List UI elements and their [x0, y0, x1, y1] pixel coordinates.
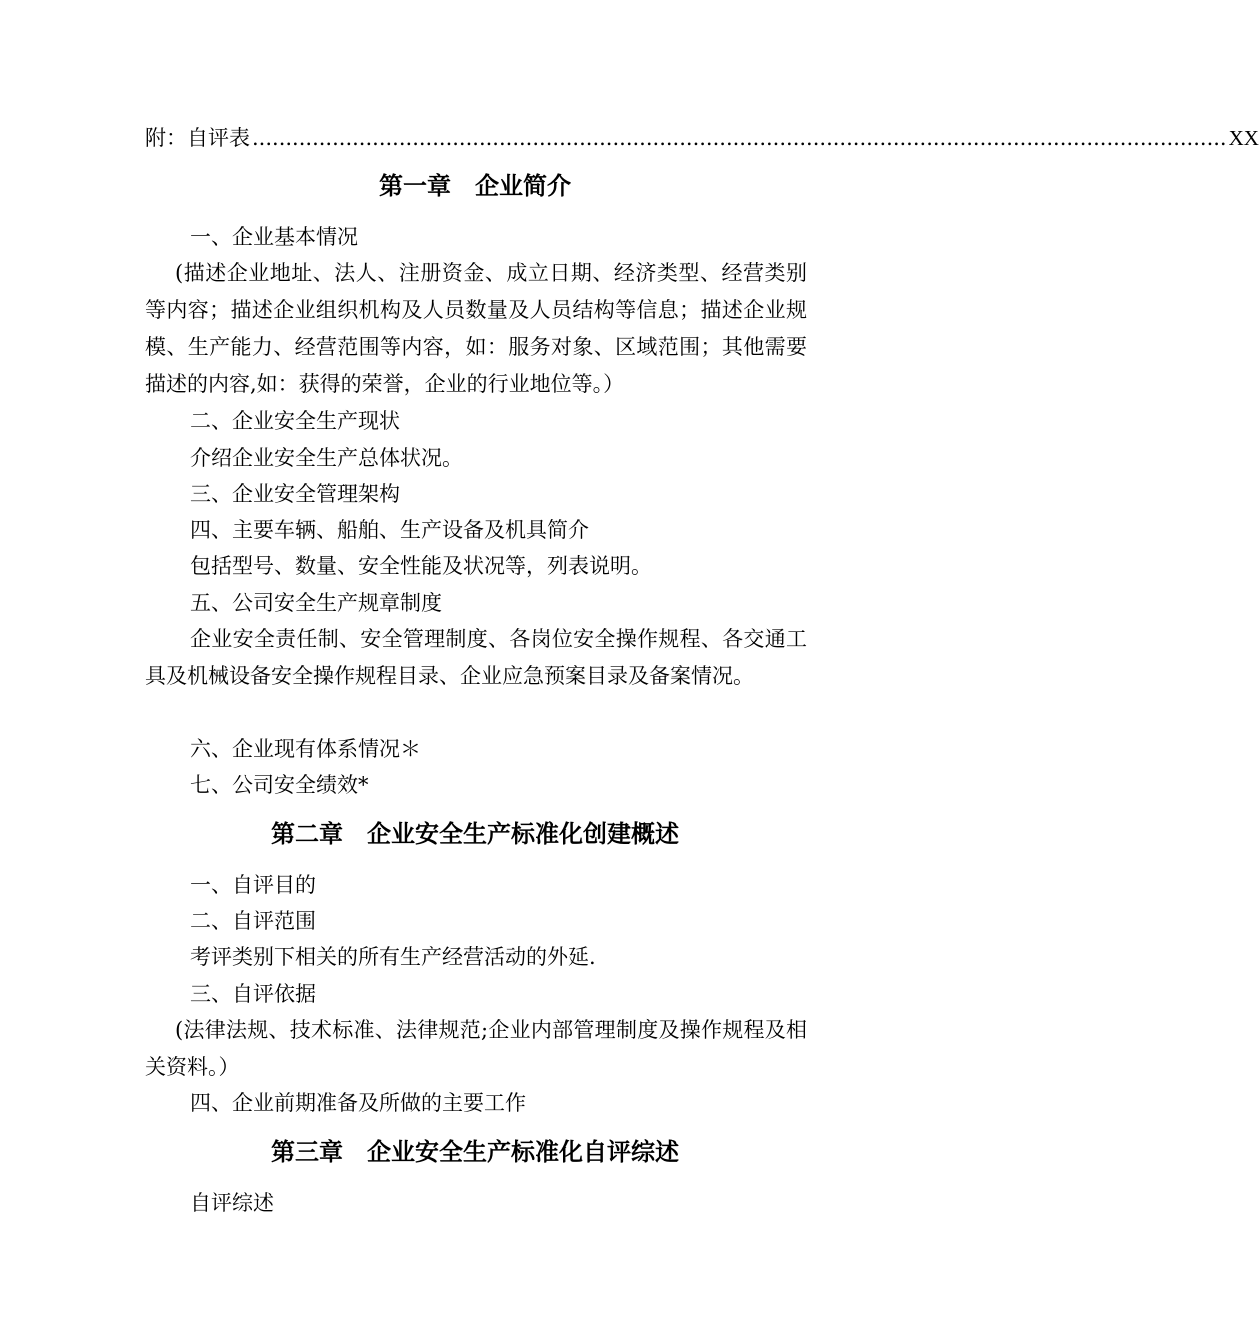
section-1-7-heading: 七、公司安全绩效* [190, 773, 369, 797]
section-2-3-description: (法律法规、技术标准、法律规范;企业内部管理制度及操作规程及相关资料。） [145, 1018, 807, 1079]
section-2-2-description: 考评类别下相关的所有生产经营活动的外延. [190, 945, 596, 969]
toc-entry-self-evaluation[interactable] [145, 122, 1259, 154]
section-1-6-heading: 六、企业现有体系情况＊ [190, 737, 421, 761]
toc-page-number: XX [1228, 126, 1259, 150]
section-3-1-heading: 自评综述 [190, 1191, 274, 1215]
section-1-1-description: (描述企业地址、法人、注册资金、成立日期、经济类型、经营类别等内容；描述企业组织机构及人员数量及人员结构等信息；描述企业规模、生产能力、经营范围等内容，如：服务对象、区域范围；其他需要描述的内容,如：获得的荣誉，企业的行业地位等。） [145, 261, 807, 396]
section-2-1-heading: 一、自评目的 [190, 873, 316, 897]
section-1-4-heading: 四、主要车辆、船舶、生产设备及机具简介 [190, 518, 589, 542]
chapter-3-title: 第三章 企业安全生产标准化自评综述 [271, 1138, 679, 1166]
section-1-3-heading: 三、企业安全管理架构 [190, 482, 400, 506]
chapter-2-title: 第二章 企业安全生产标准化创建概述 [271, 820, 679, 848]
section-2-2-heading: 二、自评范围 [190, 909, 316, 933]
chapter-1-title: 第一章 企业简介 [379, 172, 571, 200]
section-1-2-description: 介绍企业安全生产总体状况。 [190, 446, 463, 470]
section-1-4-description: 包括型号、数量、安全性能及状况等，列表说明。 [190, 554, 652, 578]
section-2-3-heading: 三、自评依据 [190, 982, 316, 1006]
section-1-2-heading: 二、企业安全生产现状 [190, 409, 400, 433]
section-1-5-heading: 五、公司安全生产规章制度 [190, 591, 442, 615]
section-1-1-heading: 一、企业基本情况 [190, 225, 358, 249]
section-2-4-heading: 四、企业前期准备及所做的主要工作 [190, 1091, 526, 1115]
toc-entry-label: 附：自评表 [145, 126, 250, 150]
toc-leader-dots: .................................................................................................................................................. [252, 126, 1227, 150]
section-1-5-description: 企业安全责任制、安全管理制度、各岗位安全操作规程、各交通工具及机械设备安全操作规程目录、企业应急预案目录及备案情况。 [145, 627, 807, 688]
